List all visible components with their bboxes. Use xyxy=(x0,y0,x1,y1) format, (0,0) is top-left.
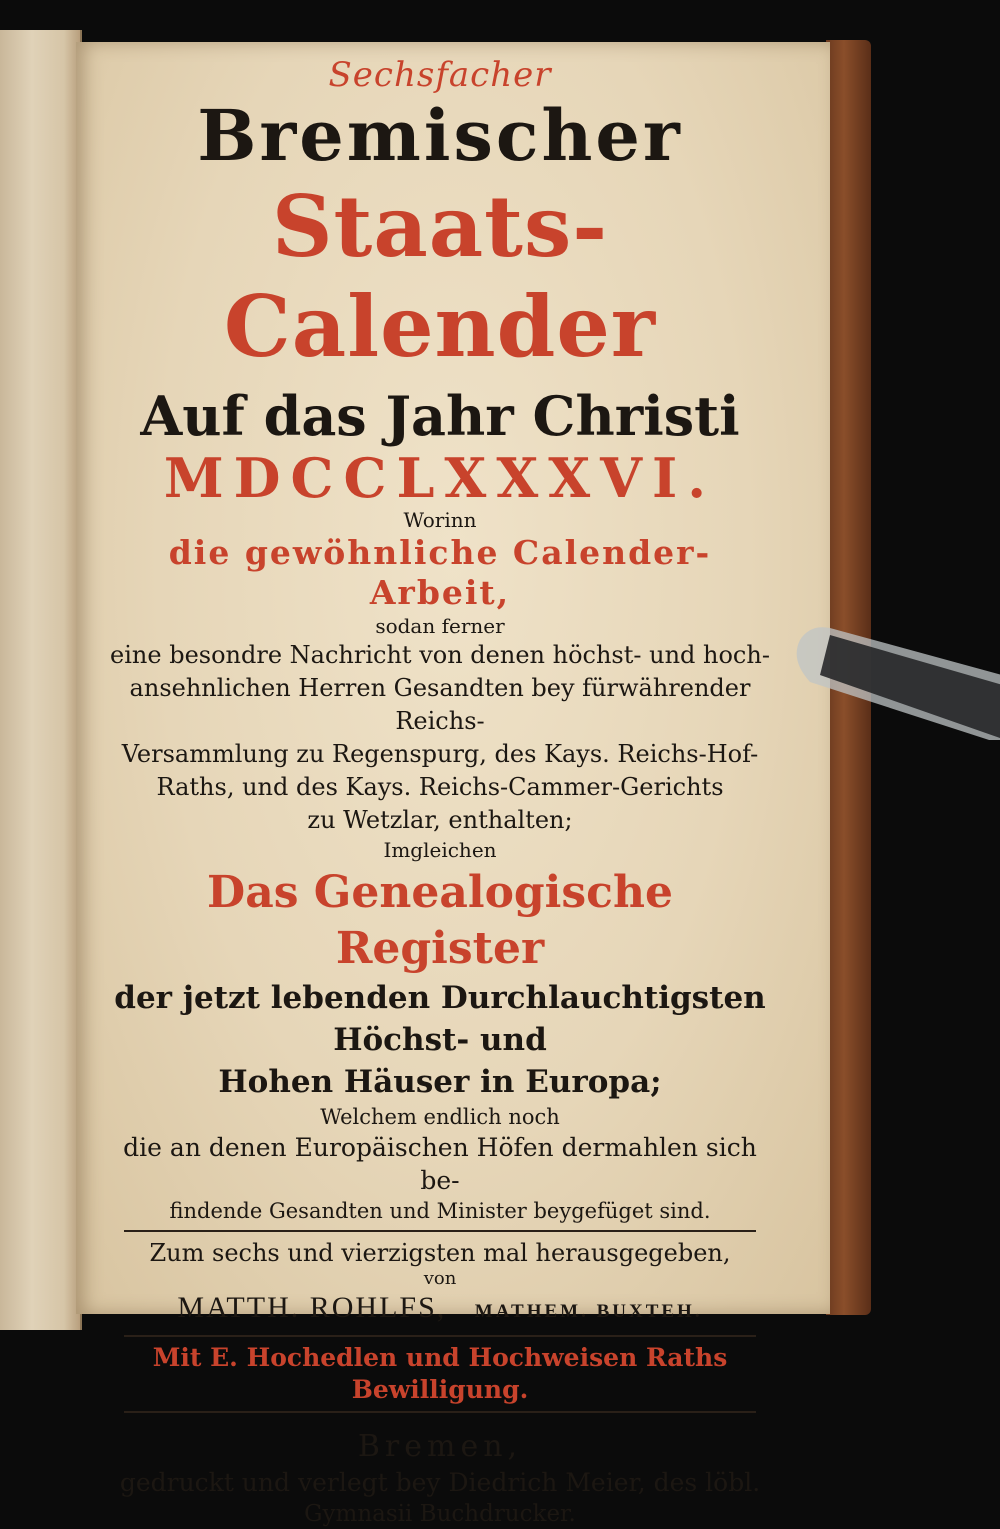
text-nachricht-line-5: zu Wetzlar, enthalten; xyxy=(307,806,573,834)
text-nachricht-line-3: Versammlung zu Regenspurg, des Kays. Reichs-Hof- xyxy=(121,740,759,768)
page-holder-clip xyxy=(790,620,1000,740)
text-nachricht-line-2: ansehnlichen Herren Gesandten bey fürwährender Reichs- xyxy=(129,674,751,735)
text-raths-bewilligung: Mit E. Hochedlen und Hochweisen Raths Bewilligung. xyxy=(152,1343,728,1404)
text-worinn: Worinn xyxy=(403,508,477,532)
text-herausgegeben: Zum sechs und vierzigsten mal herausgegeben, xyxy=(149,1239,731,1267)
text-gesandten-line-1: die an denen Europäischen Höfen dermahlen sich be- xyxy=(123,1133,757,1195)
divider-rule-2 xyxy=(124,1335,756,1337)
text-nachricht-line-1: eine besondre Nachricht von denen höchst- und hoch- xyxy=(110,641,770,669)
title-page-text xyxy=(110,55,770,1529)
text-imgleichen: Imgleichen xyxy=(383,838,497,862)
text-welchem-endlich-noch: Welchem endlich noch xyxy=(320,1105,560,1129)
text-gewoehnliche-calender-arbeit: die gewöhnliche Calender-Arbeit, xyxy=(168,533,712,612)
title-line-staats-calender: Staats-Calender xyxy=(223,177,657,376)
editor-line xyxy=(110,1290,770,1330)
text-von: von xyxy=(423,1268,457,1289)
editor-name: MATTH. ROHLFS, xyxy=(177,1291,447,1324)
imprint-printer-line-2: Gymnasii Buchdrucker. xyxy=(304,1501,576,1527)
editor-title: MATHEM. BUXTEH. xyxy=(474,1301,703,1322)
text-durchlauchtigsten-line-1: der jetzt lebenden Durchlauchtigsten Höchst- und xyxy=(114,980,766,1058)
divider-rule-1 xyxy=(124,1230,756,1232)
left-page-edge xyxy=(0,30,82,1330)
title-line-sechsfacher: Sechsfacher xyxy=(328,55,552,95)
text-nachricht-line-4: Raths, und des Kays. Reichs-Cammer-Gerichts xyxy=(156,773,724,801)
divider-rule-3 xyxy=(124,1411,756,1413)
title-line-bremischer: Bremischer xyxy=(197,94,683,177)
text-durchlauchtigsten-line-2: Hohen Häuser in Europa; xyxy=(218,1064,662,1100)
imprint-printer-line-1: gedruckt und verlegt bey Diedrich Meier, des löbl. xyxy=(119,1468,761,1497)
text-gesandten-line-2: findende Gesandten und Minister beygefüget sind. xyxy=(169,1199,711,1223)
title-line-auf-das-jahr: Auf das Jahr Christi xyxy=(140,384,740,448)
text-sodan-ferner: sodan ferner xyxy=(375,614,505,638)
title-year: MDCCLXXXVI. xyxy=(163,446,717,510)
heading-genealogische-register: Das Genealogische Register xyxy=(207,867,673,974)
imprint-place: Bremen, xyxy=(357,1429,523,1464)
